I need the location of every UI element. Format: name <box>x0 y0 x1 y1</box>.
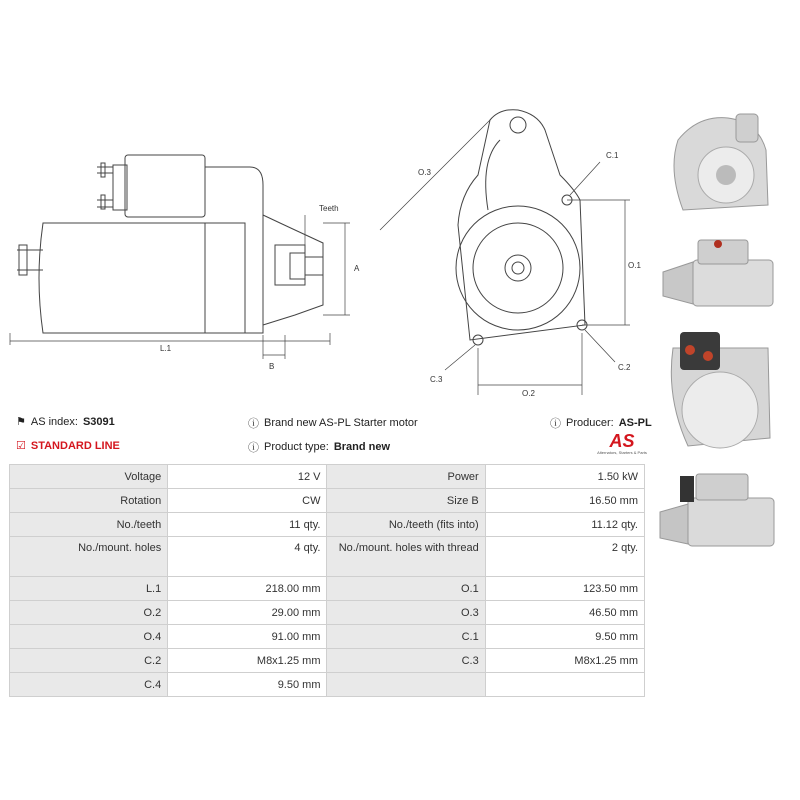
a-dimension-label: A <box>354 264 360 273</box>
teeth-label: Teeth <box>319 204 339 213</box>
tag-icon: ⚑ <box>16 416 26 428</box>
spec-value: 29.00 mm <box>168 601 327 625</box>
c2-dimension-label: C.2 <box>618 363 631 372</box>
product-type <box>248 439 390 455</box>
table-row <box>10 465 645 489</box>
o3-dimension-label: O.3 <box>418 168 431 177</box>
standard-line-text: STANDARD LINE <box>30 439 120 452</box>
logo-tagline: Alternators, Starters & Parts <box>597 450 647 455</box>
spec-value: CW <box>168 489 327 513</box>
spec-label: O.3 <box>327 601 485 625</box>
front-view-drawing <box>370 100 660 400</box>
as-index-value: S3091 <box>82 415 115 428</box>
spec-label: C.4 <box>10 673 168 697</box>
spec-label: O.2 <box>10 601 168 625</box>
info-icon: ⓘ <box>550 418 561 430</box>
standard-line-badge <box>16 439 120 452</box>
info-icon: ⓘ <box>248 418 259 430</box>
table-row <box>10 601 645 625</box>
spec-label: C.3 <box>327 649 485 673</box>
spec-value: 1.50 kW <box>485 465 644 489</box>
spec-value: 123.50 mm <box>485 577 644 601</box>
spec-value: 11 qty. <box>168 513 327 537</box>
spec-value: 91.00 mm <box>168 625 327 649</box>
o2-dimension-label: O.2 <box>522 389 535 398</box>
product-photo-angle <box>658 468 778 554</box>
product-photo-side <box>658 232 778 314</box>
as-index-prefix: AS index: <box>30 415 78 428</box>
table-row <box>10 625 645 649</box>
info-icon: ⓘ <box>248 442 259 454</box>
spec-label: C.1 <box>327 625 485 649</box>
spec-value: 2 qty. <box>485 537 644 577</box>
spec-value: M8x1.25 mm <box>168 649 327 673</box>
spec-label: No./mount. holes <box>10 537 168 577</box>
check-square-icon: ☑ <box>16 440 26 452</box>
o1-dimension-label: O.1 <box>628 261 641 270</box>
spec-value: 12 V <box>168 465 327 489</box>
c1-dimension-label: C.1 <box>606 151 619 160</box>
spec-label: O.4 <box>10 625 168 649</box>
c3-dimension-label: C.3 <box>430 375 443 384</box>
type-prefix: Product type: <box>264 441 329 453</box>
type-value: Brand new <box>333 441 391 453</box>
spec-label: L.1 <box>10 577 168 601</box>
producer-prefix: Producer: <box>566 417 614 429</box>
spec-value: 9.50 mm <box>485 625 644 649</box>
table-row <box>10 649 645 673</box>
product-description <box>248 415 418 431</box>
as-index <box>16 415 115 428</box>
spec-label: O.1 <box>327 577 485 601</box>
spec-value: 11.12 qty. <box>485 513 644 537</box>
table-row <box>10 489 645 513</box>
producer-value: AS-PL <box>618 417 652 429</box>
spec-value: M8x1.25 mm <box>485 649 644 673</box>
description-text: Brand new AS-PL Starter motor <box>264 417 418 429</box>
product-photo-rear <box>658 328 778 456</box>
product-photo-front <box>658 110 778 218</box>
spec-label: No./mount. holes with thread <box>327 537 485 577</box>
spec-label: No./teeth (fits into) <box>327 513 485 537</box>
producer <box>550 415 652 431</box>
spec-value: 9.50 mm <box>168 673 327 697</box>
spec-value: 4 qty. <box>168 537 327 577</box>
logo-mark: AS <box>609 431 635 451</box>
as-pl-logo <box>596 432 648 455</box>
b-dimension-label: B <box>269 362 275 371</box>
spec-value-empty <box>485 673 644 697</box>
table-row <box>10 673 645 697</box>
table-row <box>10 537 645 577</box>
side-view-drawing <box>5 145 365 380</box>
l1-dimension-label: L.1 <box>160 344 172 353</box>
spec-label: Size B <box>327 489 485 513</box>
spec-table <box>9 464 645 697</box>
spec-label-empty <box>327 673 485 697</box>
spec-label: No./teeth <box>10 513 168 537</box>
spec-value: 46.50 mm <box>485 601 644 625</box>
table-row <box>10 513 645 537</box>
spec-value: 16.50 mm <box>485 489 644 513</box>
spec-label: C.2 <box>10 649 168 673</box>
table-row <box>10 577 645 601</box>
spec-label: Voltage <box>10 465 168 489</box>
spec-label: Power <box>327 465 485 489</box>
spec-value: 218.00 mm <box>168 577 327 601</box>
spec-label: Rotation <box>10 489 168 513</box>
